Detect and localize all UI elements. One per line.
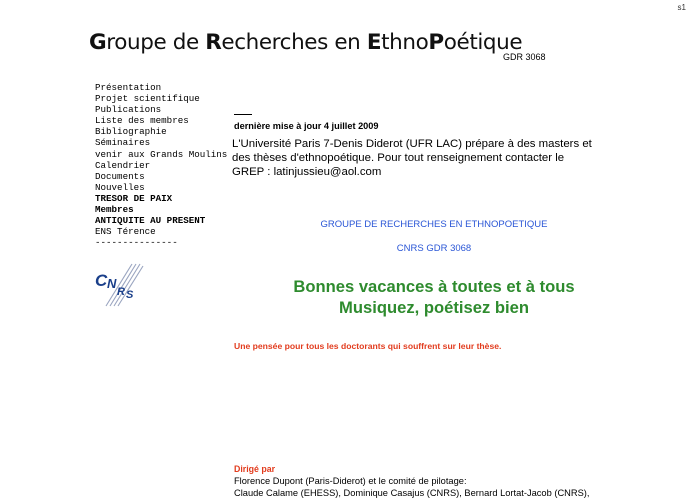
title-capital: E (366, 30, 382, 55)
site-title (89, 30, 522, 55)
group-name-link[interactable]: GROUPE DE RECHERCHES EN ETHNOPOETIQUE (320, 219, 548, 230)
svg-text:S: S (126, 289, 134, 301)
svg-text:C: C (95, 271, 108, 290)
title-text: roupe de (106, 30, 206, 55)
title-capital: R (205, 30, 222, 55)
cnrs-logo-icon (92, 262, 144, 308)
doctoral-message: Une pensée pour tous les doctorants qui souffrent sur leur thèse. (234, 341, 502, 351)
credit-line-2: Claude Calame (EHESS), Dominique Casajus (CNRS), Bernard Lortat-Jacob (CNRS), (234, 488, 590, 498)
greeting-line-1: Bonnes vacances à toutes et à tous (293, 277, 575, 296)
menu-item-projet-scientifique[interactable]: Projet scientifique (95, 93, 200, 105)
directed-by-heading: Dirigé par (234, 464, 276, 474)
greeting-line-2: Musiquez, poétisez bien (339, 298, 529, 317)
greeting (234, 276, 634, 318)
svg-text:N: N (107, 276, 117, 291)
gdr-label: GDR 3068 (503, 52, 546, 62)
menu-item-calendrier[interactable]: Calendrier (95, 159, 151, 171)
title-text: oétique (443, 30, 523, 55)
last-update: dernière mise à jour 4 juillet 2009 (234, 121, 379, 131)
title-text: echerches en (221, 30, 367, 55)
sidebar-menu (95, 82, 227, 248)
svg-text:R: R (117, 286, 125, 298)
menu-item-seminaires[interactable]: Séminaires (95, 137, 151, 149)
menu-item-nouvelles[interactable]: Nouvelles (95, 181, 145, 193)
cnrs-logo (92, 262, 144, 313)
menu-item-bibliographie[interactable]: Bibliographie (95, 126, 167, 138)
divider (234, 114, 252, 115)
title-capital: G (89, 30, 107, 55)
title-capital: P (428, 30, 444, 55)
menu-item-tresor-de-paix[interactable]: TRESOR DE PAIX (95, 192, 173, 204)
corner-marker: s1 (677, 3, 686, 12)
menu-item-publications[interactable]: Publications (95, 104, 162, 116)
menu-item-ens-terence[interactable]: ENS Térence (95, 226, 156, 238)
menu-item-presentation[interactable]: Présentation (95, 82, 162, 93)
cnrs-gdr-link[interactable]: CNRS GDR 3068 (396, 243, 472, 254)
intro-paragraph: L'Université Paris 7-Denis Diderot (UFR LAC) prépare à des masters et des thèses d'ethnopoétique. Pour tout renseignement contacter le GREP : latinjussieu@aol.com (232, 138, 592, 178)
menu-item-antiquite-au-present[interactable]: ANTIQUITE AU PRESENT (95, 215, 206, 227)
menu-item-liste-des-membres[interactable]: Liste des membres (95, 115, 189, 127)
title-text: thno (381, 30, 429, 55)
menu-item-separator: --------------- (95, 237, 178, 249)
menu-item-venir-aux-grands-moulins[interactable]: venir aux Grands Moulins (95, 148, 228, 160)
menu-item-documents[interactable]: Documents (95, 170, 145, 182)
credit-line-1: Florence Dupont (Paris-Diderot) et le comité de pilotage: (234, 476, 467, 486)
menu-item-membres[interactable]: Membres (95, 204, 134, 216)
